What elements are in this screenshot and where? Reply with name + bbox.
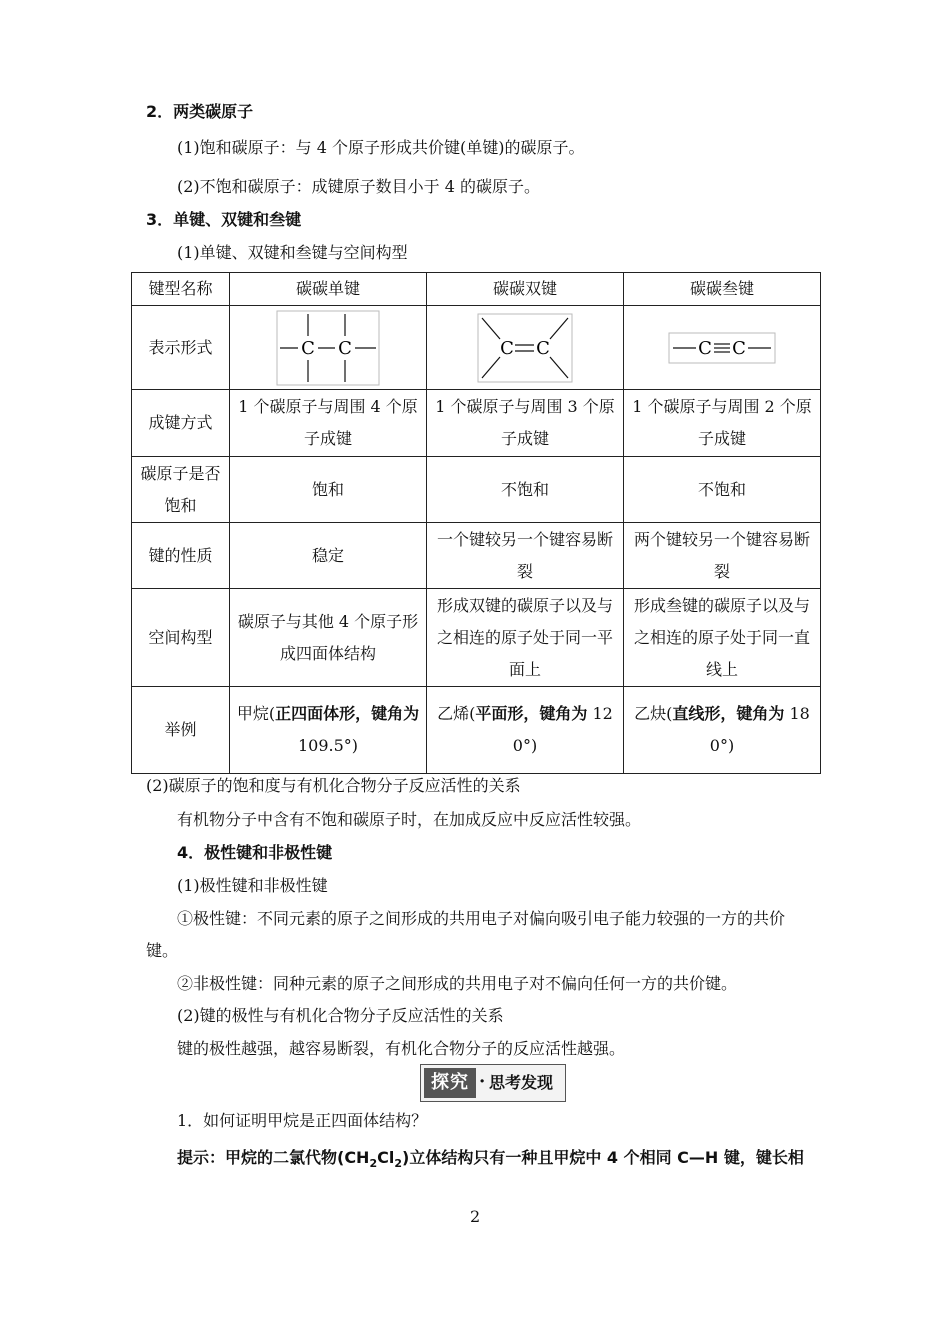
example-compound: 甲烷( bbox=[236, 704, 276, 723]
carbon-atom: C bbox=[338, 337, 352, 359]
section-3-heading: 3．单键、双键和叁键 bbox=[146, 210, 302, 229]
row-label: 碳原子是否饱和 bbox=[132, 457, 230, 523]
row-label: 表示形式 bbox=[132, 306, 230, 390]
example-cell bbox=[624, 687, 821, 774]
table-cell: 不饱和 bbox=[624, 457, 821, 523]
header-cell: 碳碳单键 bbox=[230, 273, 427, 306]
polar-bond-definition: ①极性键：不同元素的原子之间形成的共用电子对偏向吸引电子能力较强的一方的共价 bbox=[177, 909, 786, 928]
double-bond-diagram bbox=[477, 313, 573, 383]
table-cell: 饱和 bbox=[230, 457, 427, 523]
table-cell: 形成双键的碳原子以及与之相连的原子处于同一平面上 bbox=[427, 589, 624, 687]
example-angle: 109.5°) bbox=[297, 736, 359, 755]
table-row-example bbox=[132, 687, 821, 774]
example-angle: 180°) bbox=[709, 704, 810, 755]
hint-1 bbox=[177, 1147, 804, 1175]
saturation-relation-text: 有机物分子中含有不饱和碳原子时，在加成反应中反应活性较强。 bbox=[177, 810, 642, 829]
example-shape: 正四面体形，键角为 bbox=[275, 704, 420, 723]
section-4-heading: 4．极性键和非极性键 bbox=[177, 843, 333, 862]
double-bond-structure bbox=[427, 306, 624, 390]
example-shape: 平面形，键角为 bbox=[475, 704, 588, 723]
table-cell: 两个键较另一个键容易断裂 bbox=[624, 523, 821, 589]
triple-bond-structure bbox=[624, 306, 821, 390]
example-angle: 120°) bbox=[512, 704, 613, 755]
unsaturated-carbon-text: (2)不饱和碳原子：成键原子数目小于 4 的碳原子。 bbox=[177, 177, 541, 196]
carbon-atom: C bbox=[698, 337, 712, 359]
saturation-relation-heading: (2)碳原子的饱和度与有机化合物分子反应活性的关系 bbox=[146, 776, 521, 795]
row-label: 键的性质 bbox=[132, 523, 230, 589]
polarity-relation-heading: (2)键的极性与有机化合物分子反应活性的关系 bbox=[177, 1006, 504, 1025]
explore-tag bbox=[420, 1064, 566, 1102]
page-number: 2 bbox=[470, 1207, 481, 1226]
carbon-atom: C bbox=[536, 337, 550, 359]
table-cell: 碳原子与其他 4 个原子形成四面体结构 bbox=[230, 589, 427, 687]
table-cell: 1 个碳原子与周围 2 个原子成键 bbox=[624, 390, 821, 457]
saturated-carbon-text: (1)饱和碳原子：与 4 个原子形成共价键(单键)的碳原子。 bbox=[177, 138, 585, 157]
hint-text: 提示：甲烷的二氯代物(CH bbox=[177, 1148, 370, 1167]
single-bond-diagram bbox=[276, 310, 380, 386]
table-cell: 1 个碳原子与周围 3 个原子成键 bbox=[427, 390, 624, 457]
nonpolar-bond-definition: ②非极性键：同种元素的原子之间形成的共用电子对不偏向任何一方的共价键。 bbox=[177, 974, 738, 993]
table-cell: 稳定 bbox=[230, 523, 427, 589]
table-cell: 一个键较另一个键容易断裂 bbox=[427, 523, 624, 589]
hint-subscript: 2 bbox=[394, 1157, 402, 1171]
table-header-row bbox=[132, 273, 821, 306]
hint-subscript: 2 bbox=[369, 1157, 378, 1171]
single-bond-structure bbox=[230, 306, 427, 390]
example-cell bbox=[427, 687, 624, 774]
triple-bond-diagram bbox=[668, 332, 776, 364]
table-cell: 不饱和 bbox=[427, 457, 624, 523]
row-label: 举例 bbox=[132, 687, 230, 774]
polar-bond-definition-cont: 键。 bbox=[146, 941, 179, 960]
header-cell: 碳碳双键 bbox=[427, 273, 624, 306]
example-cell bbox=[230, 687, 427, 774]
table-row bbox=[132, 589, 821, 687]
hint-text: Cl bbox=[377, 1148, 395, 1167]
table-row-form bbox=[132, 306, 821, 390]
table-cell: 1 个碳原子与周围 4 个原子成键 bbox=[230, 390, 427, 457]
example-shape: 直线形，键角为 bbox=[672, 704, 785, 723]
bond-type-table bbox=[131, 272, 821, 774]
hint-text: )立体结构只有一种且甲烷中 4 个相同 C—H 键，键长相 bbox=[402, 1148, 804, 1167]
example-compound: 乙炔( bbox=[634, 704, 673, 723]
row-label: 空间构型 bbox=[132, 589, 230, 687]
carbon-atom: C bbox=[301, 337, 315, 359]
carbon-atom: C bbox=[500, 337, 514, 359]
header-cell: 键型名称 bbox=[132, 273, 230, 306]
carbon-atom: C bbox=[732, 337, 746, 359]
question-1: 1．如何证明甲烷是正四面体结构？ bbox=[177, 1111, 428, 1130]
table-caption: (1)单键、双键和叁键与空间构型 bbox=[177, 243, 408, 262]
section-2-heading: 2．两类碳原子 bbox=[146, 102, 254, 121]
table-row bbox=[132, 457, 821, 523]
table-cell: 形成叁键的碳原子以及与之相连的原子处于同一直线上 bbox=[624, 589, 821, 687]
table-row bbox=[132, 390, 821, 457]
explore-tag-dot: · bbox=[479, 1071, 486, 1092]
row-label: 成键方式 bbox=[132, 390, 230, 457]
header-cell: 碳碳叁键 bbox=[624, 273, 821, 306]
explore-tag-text: 思考发现 bbox=[489, 1073, 554, 1092]
table-row bbox=[132, 523, 821, 589]
example-compound: 乙烯( bbox=[437, 704, 476, 723]
explore-tag-label: 探究 bbox=[424, 1068, 476, 1098]
polar-bond-subheading: (1)极性键和非极性键 bbox=[177, 876, 328, 895]
polarity-relation-text: 键的极性越强，越容易断裂，有机化合物分子的反应活性越强。 bbox=[177, 1039, 626, 1058]
